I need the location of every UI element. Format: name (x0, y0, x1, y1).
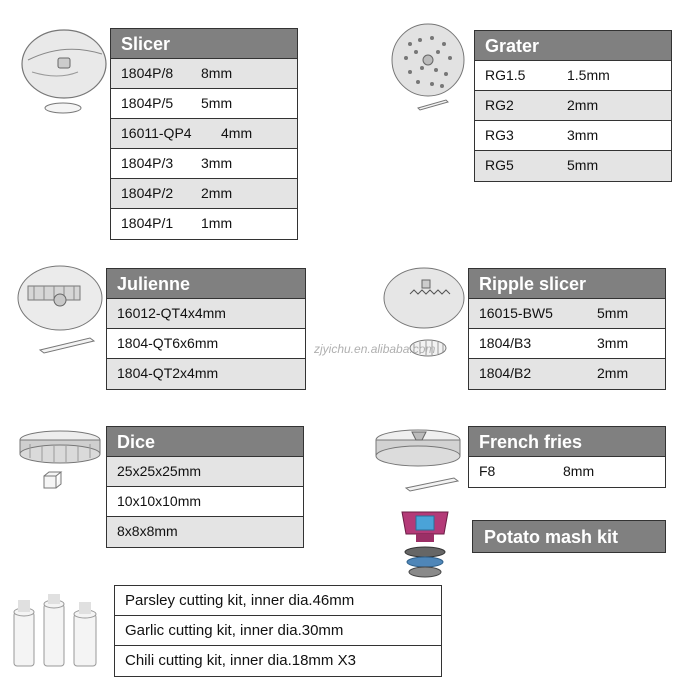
table-row (475, 121, 671, 151)
table-row (469, 299, 665, 329)
size-value: 2mm (201, 185, 233, 201)
size-value: 5mm (597, 305, 629, 321)
size-value: 3mm (201, 155, 233, 171)
part-code: 1804P/8 (121, 65, 174, 81)
potato-mash-kit-image (396, 504, 456, 580)
part-code: 1804P/2 (121, 185, 174, 201)
french-fries-table (468, 426, 666, 488)
size-value: 2mm (567, 97, 599, 113)
part-code: 1804P/1 (121, 215, 174, 231)
part-code: 8x8x8mm (117, 523, 178, 539)
kit-row-garlic: Garlic cutting kit, inner dia.30mm (115, 616, 441, 646)
table-row (107, 517, 303, 547)
size-value: 5mm (201, 95, 233, 111)
table-row (107, 329, 305, 359)
grater-disc-image (388, 22, 470, 114)
part-code: 10x10x10mm (117, 493, 202, 509)
size-value: 2mm (597, 365, 629, 381)
table-row (111, 149, 297, 179)
slicer-table (110, 28, 298, 240)
table-row (107, 457, 303, 487)
table-row (469, 329, 665, 359)
grater-title: Grater (475, 31, 671, 61)
size-value: 1mm (201, 215, 233, 231)
table-row (111, 59, 297, 89)
fries-disc-image (370, 424, 466, 498)
part-code: 1804P/3 (121, 155, 174, 171)
dice-title: Dice (107, 427, 303, 457)
french-fries-title: French fries (469, 427, 665, 457)
dice-table (106, 426, 304, 548)
watermark-text: zjyichu.en.alibaba.com (314, 342, 436, 356)
cutting-kit-tubes-image (6, 594, 106, 672)
kit-row-chili: Chili cutting kit, inner dia.18mm X3 (125, 652, 356, 669)
slicer-title: Slicer (111, 29, 297, 59)
part-code: 16011-QP4 (121, 125, 192, 141)
part-code: 1804-QT6x6mm (117, 335, 219, 351)
cutting-kits-table (114, 585, 442, 677)
part-code: 25x25x25mm (117, 463, 202, 479)
table-row (111, 119, 297, 149)
part-code: RG3 (485, 127, 514, 143)
kit-row-parsley: Parsley cutting kit, inner dia.46mm (115, 586, 441, 616)
part-code: 1804P/5 (121, 95, 174, 111)
table-row (475, 91, 671, 121)
grater-table (474, 30, 672, 182)
size-value: 8mm (563, 463, 595, 479)
part-code: 16015-BW5 (479, 305, 553, 321)
table-row (111, 89, 297, 119)
part-code: 1804/B3 (479, 335, 532, 351)
table-row (469, 457, 665, 487)
table-row (469, 359, 665, 389)
table-row (111, 179, 297, 209)
table-row (107, 299, 305, 329)
part-code: RG5 (485, 157, 514, 173)
size-value: 3mm (597, 335, 629, 351)
table-row (475, 151, 671, 181)
julienne-table (106, 268, 306, 390)
table-row (107, 487, 303, 517)
size-value: 1.5mm (567, 67, 610, 83)
part-code: F8 (479, 463, 496, 479)
ripple-slicer-table (468, 268, 666, 390)
part-code: 16012-QT4x4mm (117, 305, 226, 321)
table-row (475, 61, 671, 91)
size-value: 8mm (201, 65, 233, 81)
size-value: 4mm (221, 125, 253, 141)
dice-disc-image (14, 424, 106, 496)
table-row (107, 359, 305, 389)
slicer-disc-image (18, 24, 110, 124)
size-value: 5mm (567, 157, 599, 173)
table-row (111, 209, 297, 239)
part-code: 1804/B2 (479, 365, 532, 381)
ripple-slicer-title: Ripple slicer (469, 269, 665, 299)
part-code: RG2 (485, 97, 514, 113)
size-value: 3mm (567, 127, 599, 143)
potato-mash-kit-label: Potato mash kit (472, 520, 666, 553)
julienne-disc-image (14, 262, 106, 360)
part-code: RG1.5 (485, 67, 526, 83)
part-code: 1804-QT2x4mm (117, 365, 219, 381)
julienne-title: Julienne (107, 269, 305, 299)
